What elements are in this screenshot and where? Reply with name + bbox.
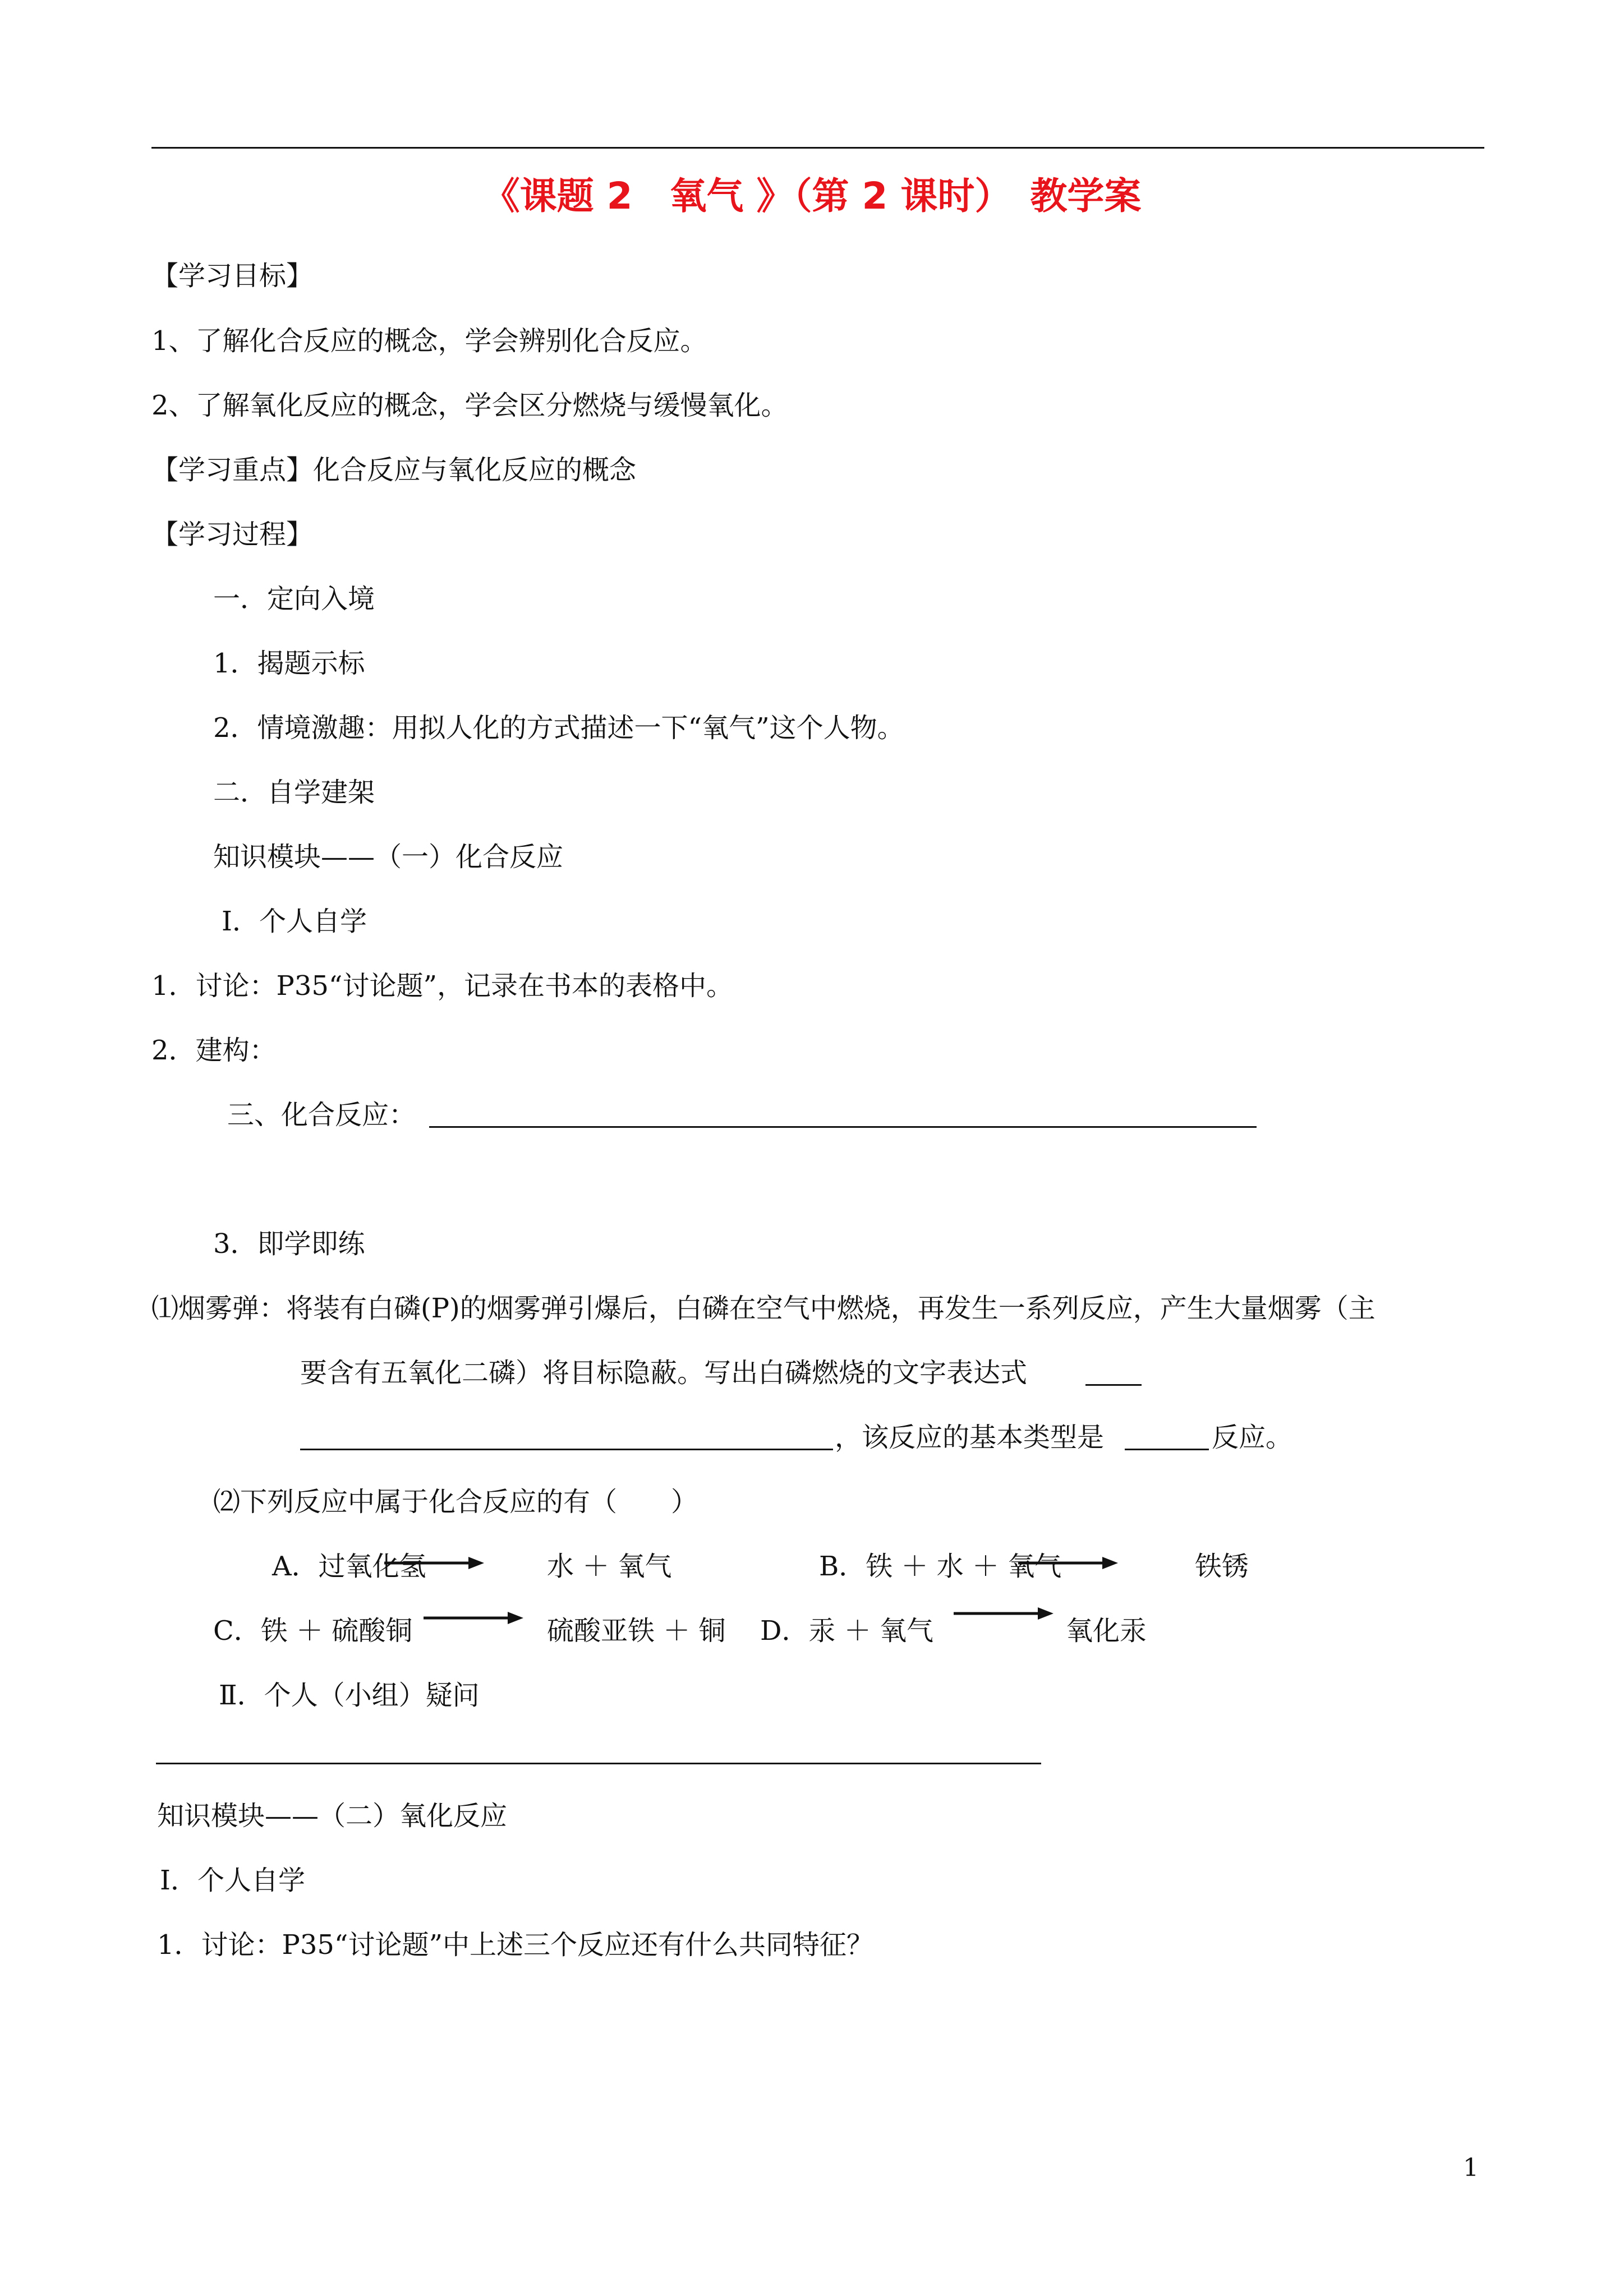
- question-1-line-2: 要含有五氧化二磷）将目标隐蔽。写出白磷燃烧的文字表达式: [300, 1357, 1028, 1389]
- module-2-title: 知识模块——（二）氧化反应: [157, 1800, 508, 1832]
- module-1-item-3: 3．即学即练: [213, 1228, 365, 1260]
- question-1-line-3-end: 反应。: [1212, 1422, 1293, 1453]
- header-rule: [151, 147, 1484, 149]
- module-separator: [156, 1763, 1041, 1764]
- question-1-line-3: ，该反应的基本类型是: [835, 1422, 1105, 1453]
- module-1-questions: Ⅱ．个人（小组）疑问: [219, 1680, 480, 1711]
- section-2-title: 二．自学建架: [213, 777, 375, 808]
- option-d-arrow-icon: [954, 1605, 1055, 1622]
- module-1-title: 知识模块——（一）化合反应: [213, 841, 564, 873]
- section-1-item-1: 1．揭题示标: [213, 648, 365, 679]
- construct-answer-blank[interactable]: [429, 1126, 1257, 1128]
- construct-label: 三、化合反应：: [227, 1099, 416, 1131]
- section-1-item-2: 2．情境激趣：用拟人化的方式描述一下“氧气”这个人物。: [213, 712, 904, 744]
- module-2-self-study: Ⅰ．个人自学: [160, 1865, 305, 1896]
- option-a-arrow-icon: [384, 1555, 485, 1571]
- objective-1: 1、了解化合反应的概念，学会辨别化合反应。: [151, 325, 707, 357]
- option-b-products: 铁锈: [1195, 1551, 1249, 1582]
- option-d-reactants: D．汞 ＋ 氧气: [760, 1615, 934, 1647]
- question-1-line-1: ⑴烟雾弹：将装有白磷(P)的烟雾弹引爆后，白磷在空气中燃烧，再发生一系列反应，产生大量烟雾（主: [151, 1293, 1375, 1324]
- module-1-item-2: 2．建构：: [151, 1035, 277, 1066]
- page-number: 1: [1463, 2154, 1479, 2182]
- question-2-stem: ⑵下列反应中属于化合反应的有（ ）: [213, 1486, 698, 1518]
- key-point: 【学习重点】化合反应与氧化反应的概念: [151, 454, 637, 486]
- option-a-reactants: A．过氧化氢: [272, 1551, 426, 1582]
- option-c-reactants: C．铁 ＋ 硫酸铜: [213, 1615, 413, 1647]
- page-title: 《课题 2 氧气 》（第 2 课时） 教学案: [482, 174, 1142, 218]
- option-c-products: 硫酸亚铁 ＋ 铜: [547, 1615, 726, 1647]
- option-b-reactants: B．铁 ＋ 水 ＋ 氧气: [819, 1551, 1062, 1582]
- reaction-type-blank[interactable]: [1125, 1449, 1209, 1450]
- process-header: 【学习过程】: [151, 519, 314, 550]
- expression-blank-start[interactable]: [1085, 1384, 1142, 1386]
- module-2-item-1: 1．讨论：P35“讨论题”中上述三个反应还有什么共同特征？: [157, 1929, 873, 1961]
- option-a-products: 水 ＋ 氧气: [547, 1551, 672, 1582]
- option-b-arrow-icon: [1018, 1555, 1119, 1571]
- expression-answer-blank[interactable]: [300, 1449, 833, 1450]
- module-1-self-study: Ⅰ．个人自学: [222, 906, 367, 937]
- module-1-item-1: 1．讨论：P35“讨论题”，记录在书本的表格中。: [151, 970, 733, 1002]
- objective-2: 2、了解氧化反应的概念，学会区分燃烧与缓慢氧化。: [151, 390, 788, 421]
- section-1-title: 一．定向入境: [213, 583, 375, 615]
- objectives-header: 【学习目标】: [151, 260, 314, 292]
- option-d-products: 氧化汞: [1066, 1615, 1147, 1647]
- option-c-arrow-icon: [424, 1610, 525, 1626]
